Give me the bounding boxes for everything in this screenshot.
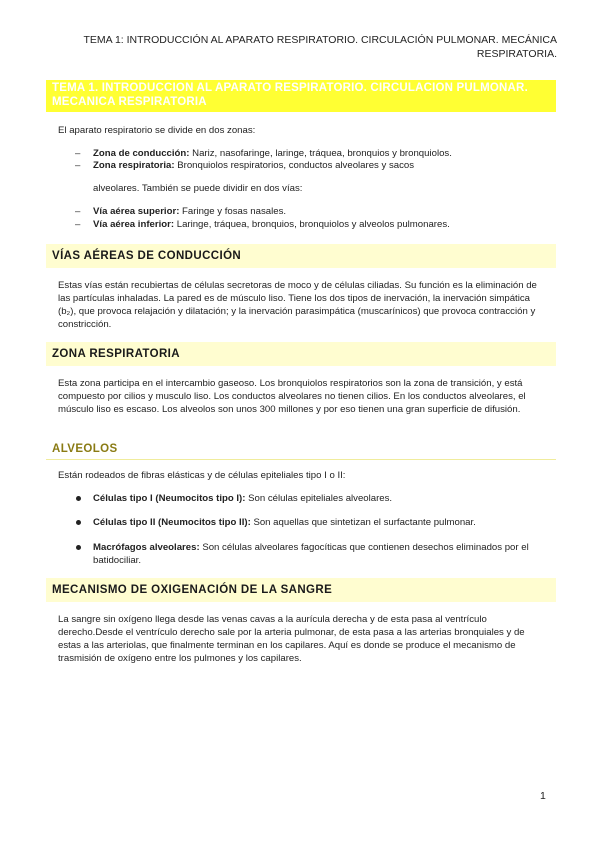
way-text: Faringe y fosas nasales. [179, 206, 287, 217]
intro-lead: El aparato respiratorio se divide en dos zonas: [58, 125, 256, 136]
page-number: 1 [540, 790, 546, 802]
dash-marker: – [75, 148, 81, 159]
section-text-oxygenation: La sangre sin oxígeno llega desde las venas cavas a la aurícula derecha y de esta pasa al ventrículo derecho.Desde el ventrículo derecho sale por la arteria pulmonar, de esta pasa a las arterias bronquiales y de estas a las arteriolas, que finalmente terminan en los capilares. Aquí es donde se produce el mecanismo de trasmisión de oxígeno entre los pulmones y los capilares. [58, 614, 525, 664]
zone-term: Zona respiratoria: [93, 160, 175, 171]
running-header: TEMA 1: INTRODUCCIÓN AL APARATO RESPIRATORIO. CIRCULACIÓN PULMONAR. MECÁNICA RESPIRATORIA. [83, 34, 557, 60]
way-text: Laringe, tráquea, bronquios, bronquiolos y alveolos pulmonares. [174, 219, 450, 230]
cell-text: Son células alveolares fagocíticas que contienen desechos eliminados por el batidociliar. [93, 542, 529, 566]
section-text-conduction: Estas vías están recubiertas de células secretoras de moco y de células ciliadas. Su función es la eliminación de las partículas inhaladas. La pared es de músculo liso. Tiene los dos tipos de inervación, la inervación simpática (b₂), que provoca relajación y dilatación; y la inervación parasimpática (muscarínicos) que provoca contracción y constricción. [58, 280, 537, 330]
zone-text: Bronquiolos respiratorios, conductos alveolares y sacos [174, 160, 415, 171]
zone-text: Nariz, nasofaringe, laringe, tráquea, bronquios y bronquiolos. [189, 148, 452, 159]
bullet-marker [76, 496, 81, 501]
intro-continuation: alveolares. También se puede dividir en dos vías: [93, 183, 303, 194]
section-lead-alveoli: Están rodeados de fibras elásticas y de células epiteliales tipo I o II: [58, 470, 346, 481]
section-heading-respiratory: ZONA RESPIRATORIA [46, 342, 556, 366]
section-text-respiratory: Esta zona participa en el intercambio gaseoso. Los bronquiolos respiratorios son la zona de transición, y está compuesto por cilios y musculo liso. Los conductos alveolares no tienen cilios. En los conductos alveolares, el músculo liso es escaso. Los alveolos son unos 300 millones y por eso tienen una gran superficie de difusión. [58, 378, 526, 415]
bullet-marker [76, 520, 81, 525]
dash-marker: – [75, 160, 81, 171]
section-heading-alveoli: ALVEOLOS [46, 438, 556, 460]
cell-text: Son aquellas que sintetizan el surfactante pulmonar. [250, 517, 476, 528]
dash-marker: – [75, 219, 81, 230]
section-heading-conduction: VÍAS AÉREAS DE CONDUCCIÓN [46, 244, 556, 268]
dash-marker: – [75, 206, 81, 217]
zone-term: Zona de conducción: [93, 148, 190, 159]
cell-term: Macrófagos alveolares: [93, 542, 200, 553]
way-term: Vía aérea superior: [93, 206, 180, 217]
way-term: Vía aérea inferior: [93, 219, 175, 230]
document-title: TEMA 1. INTRODUCCION AL APARATO RESPIRATORIO. CIRCULACION PULMONAR. MECANICA RESPIRATORIA [46, 80, 556, 112]
section-heading-oxygenation: MECANISMO DE OXIGENACIÓN DE LA SANGRE [46, 578, 556, 602]
cell-text: Son células epiteliales alveolares. [245, 493, 393, 504]
bullet-marker [76, 545, 81, 550]
cell-term: Células tipo I (Neumocitos tipo I): [93, 493, 246, 504]
cell-term: Células tipo II (Neumocitos tipo II): [93, 517, 251, 528]
